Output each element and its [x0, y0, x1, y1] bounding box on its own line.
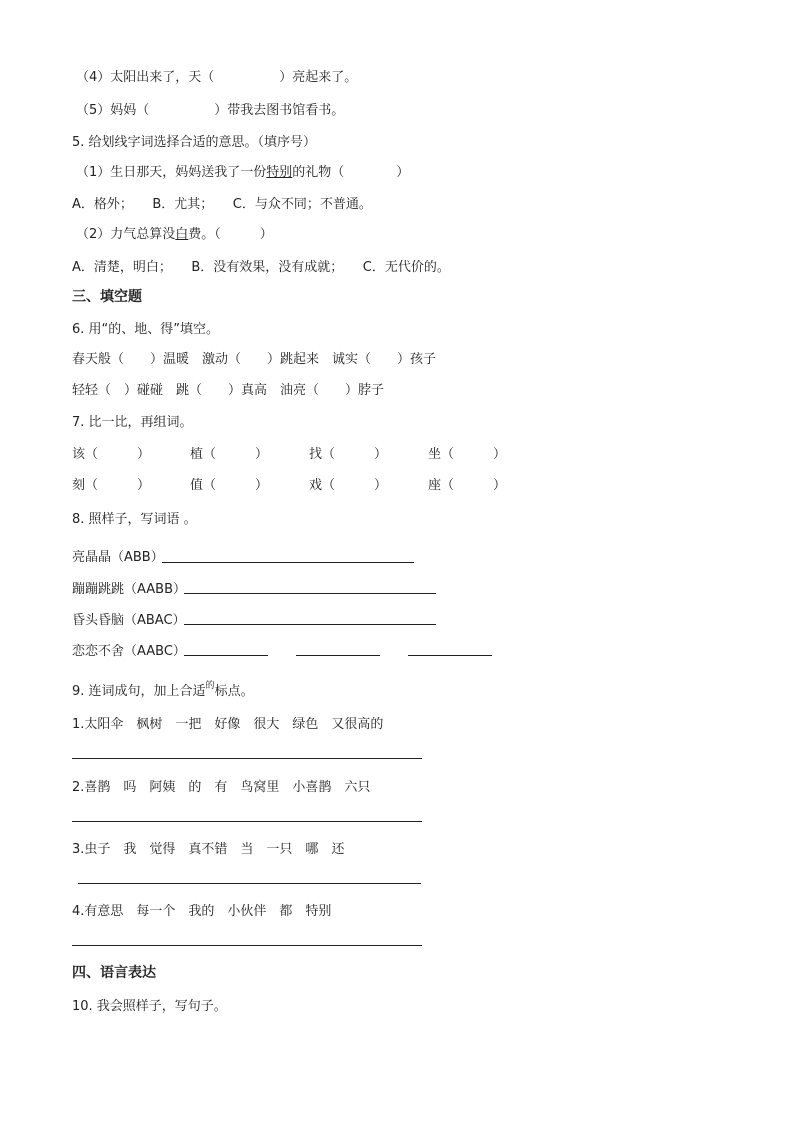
q6-row-1: 春天般（ ）温暖 激动（ ）跳起来 诚实（ ）孩子 — [72, 352, 437, 367]
q7-cell: 刻（ ） — [72, 478, 151, 493]
q5-sub1 — [76, 161, 409, 180]
q5-title: 5. 给划线字词选择合适的意思。（填序号） — [72, 135, 317, 150]
q8-answer-line[interactable] — [184, 593, 436, 594]
q7-title: 7. 比一比，再组词。 — [72, 415, 193, 430]
q5-sub1-pre: （1）生日那天，妈妈送我了一份 — [76, 165, 267, 180]
section-4-heading: 四、语言表达 — [72, 965, 156, 981]
q9-answer-line[interactable] — [78, 883, 421, 884]
q7-cell: 戏（ ） — [309, 478, 388, 493]
q5-sub2-underlined: 白 — [175, 227, 189, 242]
q9-item: 3.虫子 我 觉得 真不错 当 一只 哪 还 — [72, 842, 345, 857]
fill-item-5: （5）妈妈（ ）带我去图书馆看书。 — [76, 103, 345, 118]
q8-item-label: 昏头昏脑（ABAC） — [72, 613, 186, 628]
q9-title — [72, 680, 254, 699]
q8-answer-line[interactable] — [162, 562, 414, 563]
q8-answer-line[interactable] — [408, 655, 492, 656]
q10-title: 10. 我会照样子，写句子。 — [72, 999, 227, 1014]
q8-title: 8. 照样子，写词语 。 — [72, 512, 197, 527]
q9-answer-line[interactable] — [72, 945, 422, 946]
q8-item-label: 亮晶晶（ABB） — [72, 550, 164, 565]
q9-item: 1.太阳伞 枫树 一把 好像 很大 绿色 又很高的 — [72, 717, 384, 732]
q5-sub1-underlined: 特别 — [266, 165, 293, 180]
q8-answer-line[interactable] — [184, 655, 268, 656]
q9-title-pre: 9. 连词成句，加上合适 — [72, 684, 206, 699]
section-3-heading: 三、填空题 — [72, 289, 142, 305]
fill-item-4: （4）太阳出来了，天（ ）亮起来了。 — [76, 70, 358, 85]
q7-cell: 找（ ） — [309, 447, 388, 462]
q5-sub2-post: 费。（ ） — [188, 227, 273, 242]
q5-options-1: A．格外； B．尤其； C．与众不同；不普通。 — [72, 197, 372, 212]
q8-item-label: 蹦蹦跳跳（AABB） — [72, 582, 186, 597]
q9-answer-line[interactable] — [72, 821, 422, 822]
q8-item-label: 恋恋不舍（AABC） — [72, 644, 186, 659]
q9-title-superscript: 的 — [205, 681, 215, 691]
q5-options-2: A．清楚，明白； B．没有效果，没有成就； C．无代价的。 — [72, 260, 450, 275]
q9-item: 4.有意思 每一个 我的 小伙伴 都 特别 — [72, 904, 332, 919]
q8-answer-line[interactable] — [184, 624, 436, 625]
q7-cell: 坐（ ） — [428, 447, 507, 462]
q9-title-post: 标点。 — [214, 684, 254, 699]
q8-answer-line[interactable] — [296, 655, 380, 656]
q7-cell: 植（ ） — [190, 447, 269, 462]
q6-row-2: 轻轻（ ）碰碰 跳（ ）真高 油亮（ ）脖子 — [72, 383, 385, 398]
q7-cell: 值（ ） — [190, 478, 269, 493]
q9-answer-line[interactable] — [72, 758, 422, 759]
q6-title: 6. 用“的、地、得”填空。 — [72, 322, 220, 337]
q5-sub2 — [76, 223, 273, 242]
q7-cell: 该（ ） — [72, 447, 151, 462]
q5-sub1-post: 的礼物（ ） — [292, 165, 410, 180]
q5-sub2-pre: （2）力气总算没 — [76, 227, 176, 242]
q7-cell: 座（ ） — [428, 478, 507, 493]
q9-item: 2.喜鹊 吗 阿姨 的 有 鸟窝里 小喜鹊 六只 — [72, 780, 371, 795]
